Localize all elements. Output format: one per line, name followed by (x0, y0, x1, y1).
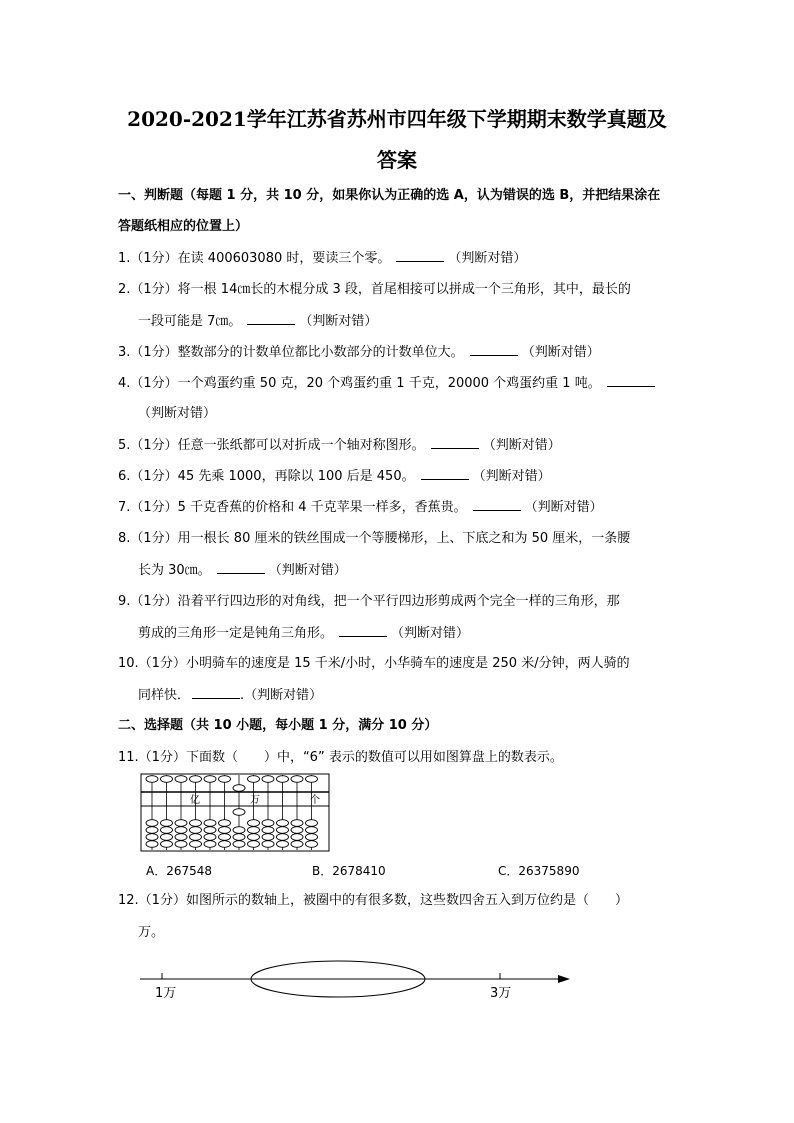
abacus-bead (262, 841, 274, 848)
abacus-bead (219, 776, 231, 783)
abacus-bead (306, 776, 318, 783)
question-1-text: 1.（1分）在读 400603080 时，要读三个零。 (118, 251, 391, 266)
abacus-bead (233, 841, 245, 848)
abacus-bead (248, 820, 260, 827)
abacus-bead (262, 827, 274, 834)
abacus-bead (233, 834, 245, 841)
question-7-tail: （判断对错） (524, 500, 603, 515)
abacus-bead (161, 827, 173, 834)
question-9-cont (138, 623, 469, 644)
question-10: 10.（1分）小明骑车的速度是 15 千米/小时，小华骑车的速度是 250 米/分钟，两人骑的 (118, 656, 630, 671)
abacus-bead (277, 776, 289, 783)
question-6 (118, 466, 551, 487)
option-a[interactable]: A．267548 (146, 864, 213, 878)
question-5 (118, 435, 561, 456)
abacus-bead (146, 834, 158, 841)
abacus-bead (233, 809, 245, 816)
answer-blank[interactable] (339, 623, 387, 637)
abacus-bead (175, 820, 187, 827)
answer-blank[interactable] (217, 560, 265, 574)
answer-blank[interactable] (473, 497, 521, 511)
axis-label-left: 1万 (155, 986, 177, 1001)
question-2: 2.（1分）将一根 14㎝长的木棍分成 3 段，首尾相接可以拼成一个三角形，其中，最长的 (118, 282, 631, 297)
abacus-bead (175, 834, 187, 841)
abacus-bead (306, 820, 318, 827)
document-title-line-2: 答案 (377, 148, 417, 172)
abacus-bead (248, 776, 260, 783)
abacus-bead (277, 827, 289, 834)
question-5-text: 5.（1分）任意一张纸都可以对折成一个轴对称图形。 (118, 438, 425, 453)
abacus-label-wan: 万 (250, 795, 260, 806)
section-1-heading: 一、判断题（每题 1 分，共 10 分，如果你认为正确的选 A，认为错误的选 B，并把结果涂在 (118, 188, 661, 203)
question-3-tail: （判断对错） (521, 345, 600, 360)
section-1-heading-cont: 答题纸相应的位置上） (118, 219, 249, 234)
abacus-bead (291, 841, 303, 848)
question-6-tail: （判断对错） (472, 469, 551, 484)
question-12-cont: 万。 (138, 925, 165, 940)
question-3 (118, 342, 600, 363)
abacus-bead (233, 785, 245, 792)
question-12: 12.（1分）如图所示的数轴上，被圈中的有很多数，这些数四舍五入到万位约是（ ） (118, 893, 628, 908)
abacus-bead (204, 834, 216, 841)
abacus-bead (190, 841, 202, 848)
answer-blank[interactable] (431, 435, 479, 449)
question-1-tail: （判断对错） (448, 251, 527, 266)
number-line-arrow (558, 975, 570, 983)
abacus-bead (277, 834, 289, 841)
answer-blank[interactable] (396, 248, 444, 262)
abacus-bead (219, 841, 231, 848)
abacus-bead (190, 834, 202, 841)
question-5-tail: （判断对错） (482, 438, 561, 453)
abacus-bead (161, 834, 173, 841)
question-9: 9.（1分）沿着平行四边形的对角线，把一个平行四边形剪成两个完全一样的三角形，那 (118, 594, 620, 609)
abacus-bead (204, 776, 216, 783)
abacus-bead (146, 827, 158, 834)
answer-blank[interactable] (247, 311, 295, 325)
question-4-tail: （判断对错） (138, 406, 217, 421)
abacus-bead (291, 776, 303, 783)
abacus-bead (248, 827, 260, 834)
question-9-text-cont: 剪成的三角形一定是钝角三角形。 (138, 626, 334, 641)
abacus-figure (140, 772, 330, 854)
option-b[interactable]: B．2678410 (312, 864, 386, 878)
question-11: 11.（1分）下面数（ ）中，“6” 表示的数值可以用如图算盘上的数表示。 (118, 750, 563, 765)
abacus-bead (175, 827, 187, 834)
answer-blank[interactable] (607, 373, 655, 387)
question-8: 8.（1分）用一根长 80 厘米的铁丝围成一个等腰梯形，上、下底之和为 50 厘米，一条腰 (118, 531, 631, 546)
question-8-text-cont: 长为 30㎝。 (138, 563, 211, 578)
abacus-label-yi: 亿 (190, 795, 200, 806)
option-c[interactable]: C．26375890 (498, 864, 580, 878)
axis-label-right: 3万 (490, 986, 512, 1001)
abacus-bead (161, 820, 173, 827)
abacus-bead (161, 841, 173, 848)
document-title-line-1: 2020-2021学年江苏省苏州市四年级下学期期末数学真题及 (127, 107, 667, 131)
question-6-text: 6.（1分）45 先乘 1000，再除以 100 后是 450。 (118, 469, 415, 484)
question-4-text: 4.（1分）一个鸡蛋约重 50 克，20 个鸡蛋约重 1 千克，20000 个鸡蛋约重 1 吨。 (118, 376, 601, 391)
abacus-bead (262, 776, 274, 783)
abacus-bead (146, 820, 158, 827)
abacus-bead (306, 834, 318, 841)
abacus-bead (175, 776, 187, 783)
question-9-tail: （判断对错） (391, 626, 470, 641)
abacus-bead (204, 820, 216, 827)
abacus-bead (291, 820, 303, 827)
abacus-bead (219, 834, 231, 841)
question-4 (118, 373, 659, 394)
abacus-bead (219, 820, 231, 827)
abacus-bead (190, 827, 202, 834)
abacus-bead (306, 841, 318, 848)
question-3-text: 3.（1分）整数部分的计数单位都比小数部分的计数单位大。 (118, 345, 464, 360)
question-10-cont (138, 685, 322, 706)
question-10-text-cont: 同样快． (138, 688, 191, 703)
question-7-text: 7.（1分）5 千克香蕉的价格和 4 千克苹果一样多，香蕉贵。 (118, 500, 467, 515)
abacus-bead (204, 841, 216, 848)
question-1 (118, 248, 526, 269)
section-2-heading: 二、选择题（共 10 小题，每小题 1 分，满分 10 分） (118, 718, 438, 733)
abacus-bead (277, 841, 289, 848)
question-8-cont (138, 560, 347, 581)
abacus-bead (277, 820, 289, 827)
abacus-bead (291, 827, 303, 834)
abacus-bead (175, 841, 187, 848)
abacus-label-ge: 个 (310, 795, 320, 806)
answer-blank[interactable] (470, 342, 518, 356)
abacus-bead (248, 834, 260, 841)
abacus-bead (291, 834, 303, 841)
question-8-tail: （判断对错） (268, 563, 347, 578)
abacus-bead (190, 820, 202, 827)
question-7 (118, 497, 603, 518)
question-2-text-cont: 一段可能是 7㎝。 (138, 314, 242, 329)
abacus-bead (306, 827, 318, 834)
answer-blank[interactable] (192, 685, 240, 699)
question-10-tail: .（判断对错） (240, 688, 323, 703)
abacus-bead (190, 776, 202, 783)
abacus-bead (146, 841, 158, 848)
abacus-bead (262, 820, 274, 827)
number-line-figure (138, 955, 578, 1005)
abacus-bead (233, 827, 245, 834)
abacus-bead (204, 827, 216, 834)
abacus-bead (161, 776, 173, 783)
abacus-bead (146, 776, 158, 783)
abacus-bead (248, 841, 260, 848)
answer-blank[interactable] (421, 466, 469, 480)
abacus-rods (146, 775, 318, 850)
abacus-bead (219, 827, 231, 834)
abacus-bead (262, 834, 274, 841)
question-2-tail: （判断对错） (299, 314, 378, 329)
question-2-cont (138, 311, 377, 332)
